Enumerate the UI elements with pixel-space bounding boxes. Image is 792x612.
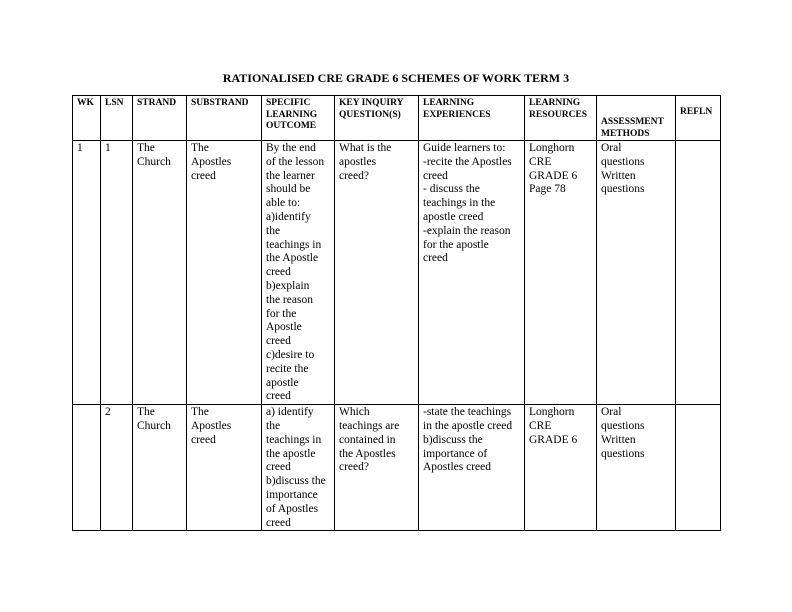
cell-substrand: The Apostles creed: [187, 405, 262, 531]
header-assessment-methods: ASSESSMENT METHODS: [597, 96, 676, 141]
header-wk: WK: [73, 96, 101, 141]
cell-lsn: 1: [101, 141, 133, 405]
table-row: [73, 141, 721, 405]
cell-lsn: 2: [101, 405, 133, 531]
cell-resources: Longhorn CRE GRADE 6: [525, 405, 597, 531]
cell-strand: The Church: [133, 141, 187, 405]
cell-strand: The Church: [133, 405, 187, 531]
header-strand: STRAND: [133, 96, 187, 141]
cell-wk: [73, 405, 101, 531]
cell-inquiry: What is the apostles creed?: [335, 141, 419, 405]
cell-inquiry: Which teachings are contained in the Apostles creed?: [335, 405, 419, 531]
cell-refln: [676, 141, 721, 405]
header-lsn: LSN: [101, 96, 133, 141]
cell-experiences: Guide learners to: -recite the Apostles creed - discuss the teachings in the apostle creed -explain the reason for the apostle creed: [419, 141, 525, 405]
cell-assessment: Oral questions Written questions: [597, 141, 676, 405]
header-key-inquiry-questions: KEY INQUIRY QUESTION(S): [335, 96, 419, 141]
header-learning-experiences: LEARNING EXPERIENCES: [419, 96, 525, 141]
cell-experiences: -state the teachings in the apostle creed b)discuss the importance of Apostles creed: [419, 405, 525, 531]
scheme-of-work-table: [72, 95, 721, 531]
header-learning-resources: LEARNING RESOURCES: [525, 96, 597, 141]
header-substrand: SUBSTRAND: [187, 96, 262, 141]
table-row: [73, 405, 721, 531]
cell-wk: 1: [73, 141, 101, 405]
document-title: RATIONALISED CRE GRADE 6 SCHEMES OF WORK TERM 3: [222, 71, 570, 85]
header-refln: REFLN: [676, 96, 721, 141]
cell-resources: Longhorn CRE GRADE 6 Page 78: [525, 141, 597, 405]
header-specific-learning-outcome: SPECIFIC LEARNING OUTCOME: [262, 96, 335, 141]
cell-outcome: a) identify the teachings in the apostle creed b)discuss the importance of Apostles creed: [262, 405, 335, 531]
cell-assessment: Oral questions Written questions: [597, 405, 676, 531]
cell-outcome: By the end of the lesson the learner should be able to: a)identify the teachings in the Apostle creed b)explain the reason for the Apostle creed c)desire to recite the apostle creed: [262, 141, 335, 405]
cell-refln: [676, 405, 721, 531]
header-row: [73, 96, 721, 141]
cell-substrand: The Apostles creed: [187, 141, 262, 405]
